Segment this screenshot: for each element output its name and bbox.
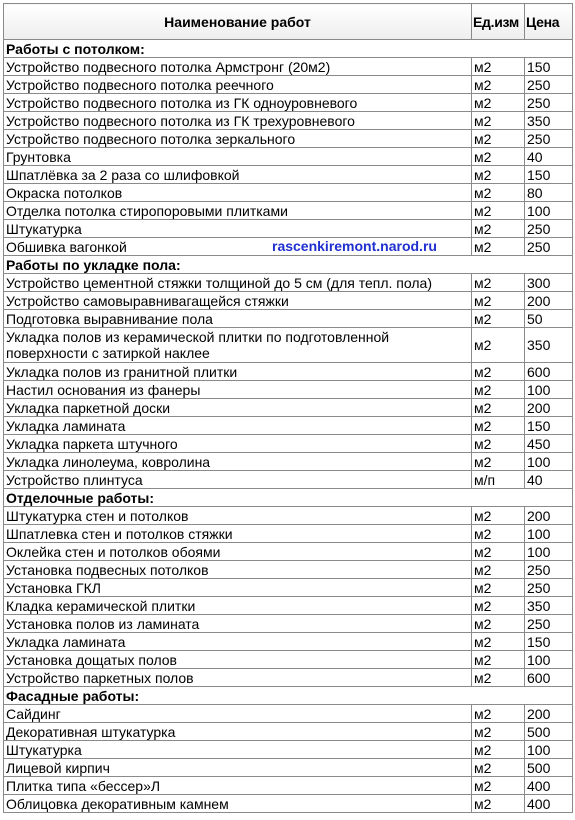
- price-cell: 100: [525, 453, 573, 471]
- price-cell: 250: [525, 220, 573, 238]
- section-title: Фасадные работы:: [4, 687, 573, 705]
- unit-cell: м2: [472, 202, 525, 220]
- work-name-cell: Плитка типа «бессер»Л: [4, 777, 472, 795]
- header-price: Цена: [525, 4, 573, 40]
- price-cell: 200: [525, 399, 573, 417]
- section-header-row: [4, 256, 573, 274]
- work-name-cell: Грунтовка: [4, 148, 472, 166]
- work-name-cell: Укладка полов из гранитной плитки: [4, 363, 472, 381]
- unit-cell: м2: [472, 795, 525, 813]
- table-row: [4, 579, 573, 597]
- work-name-cell: Устройство подвесного потолка зеркального: [4, 130, 472, 148]
- table-row: [4, 58, 573, 76]
- unit-cell: м2: [472, 651, 525, 669]
- work-name-cell: Устройство подвесного потолка из ГК трехуровневого: [4, 112, 472, 130]
- header-row: [4, 4, 573, 40]
- table-row: [4, 310, 573, 328]
- price-cell: 300: [525, 274, 573, 292]
- work-name-cell: Устройство цементной стяжки толщиной до 5 см (для тепл. пола): [4, 274, 472, 292]
- section-title: Работы по укладке пола:: [4, 256, 573, 274]
- header-name: Наименование работ: [4, 4, 472, 40]
- table-row: [4, 417, 573, 435]
- table-row: [4, 597, 573, 615]
- price-cell: 250: [525, 76, 573, 94]
- table-row: [4, 399, 573, 417]
- unit-cell: м2: [472, 310, 525, 328]
- section-header-row: [4, 489, 573, 507]
- table-row: [4, 633, 573, 651]
- table-row: [4, 561, 573, 579]
- price-cell: 350: [525, 112, 573, 130]
- table-row: [4, 435, 573, 453]
- price-cell: 100: [525, 543, 573, 561]
- unit-cell: м2: [472, 130, 525, 148]
- unit-cell: м2: [472, 381, 525, 399]
- unit-cell: м2: [472, 777, 525, 795]
- work-name-cell: Устройство самовыравнивагащейся стяжки: [4, 292, 472, 310]
- work-name-cell: Установка подвесных потолков: [4, 561, 472, 579]
- table-row: [4, 741, 573, 759]
- price-cell: 600: [525, 669, 573, 687]
- price-cell: 80: [525, 184, 573, 202]
- work-name-cell: Укладка полов из керамической плитки по подготовленной поверхности с затиркой наклее: [4, 328, 472, 363]
- price-cell: 100: [525, 651, 573, 669]
- unit-cell: м2: [472, 561, 525, 579]
- unit-cell: м2: [472, 453, 525, 471]
- work-name-cell: Шпатлёвка за 2 раза со шлифовкой: [4, 166, 472, 184]
- unit-cell: м2: [472, 328, 525, 363]
- unit-cell: м2: [472, 759, 525, 777]
- price-cell: 100: [525, 741, 573, 759]
- table-row: [4, 507, 573, 525]
- table-row: [4, 777, 573, 795]
- price-cell: 250: [525, 561, 573, 579]
- unit-cell: м2: [472, 669, 525, 687]
- price-cell: 600: [525, 363, 573, 381]
- unit-cell: м2: [472, 633, 525, 651]
- price-cell: 250: [525, 130, 573, 148]
- work-name-cell: Окраска потолков: [4, 184, 472, 202]
- table-row: [4, 148, 573, 166]
- unit-cell: м2: [472, 723, 525, 741]
- table-row: [4, 130, 573, 148]
- site-watermark: rascenkiremont.narod.ru: [272, 238, 437, 254]
- unit-cell: м2: [472, 399, 525, 417]
- table-row: [4, 615, 573, 633]
- price-cell: 350: [525, 328, 573, 363]
- work-name-cell: Сайдинг: [4, 705, 472, 723]
- table-row: [4, 759, 573, 777]
- work-name-cell: Установка полов из ламината: [4, 615, 472, 633]
- table-row: [4, 292, 573, 310]
- table-body: [4, 40, 573, 813]
- section-title: Отделочные работы:: [4, 489, 573, 507]
- unit-cell: м2: [472, 525, 525, 543]
- unit-cell: м2: [472, 238, 525, 256]
- price-cell: 400: [525, 777, 573, 795]
- table-row: [4, 723, 573, 741]
- table-row: [4, 471, 573, 489]
- table-row: [4, 76, 573, 94]
- table-row: [4, 651, 573, 669]
- price-cell: 40: [525, 148, 573, 166]
- price-cell: 500: [525, 759, 573, 777]
- table-row: [4, 363, 573, 381]
- table-row: [4, 202, 573, 220]
- work-name-cell: Лицевой кирпич: [4, 759, 472, 777]
- unit-cell: м/п: [472, 471, 525, 489]
- table-row: [4, 220, 573, 238]
- unit-cell: м2: [472, 112, 525, 130]
- work-name-cell: Обшивка вагонкой: [4, 238, 472, 256]
- work-name-cell: Установка дощатых полов: [4, 651, 472, 669]
- price-cell: 150: [525, 417, 573, 435]
- work-name-cell: Укладка ламината: [4, 417, 472, 435]
- price-cell: 100: [525, 202, 573, 220]
- table-row: [4, 94, 573, 112]
- unit-cell: м2: [472, 363, 525, 381]
- unit-cell: м2: [472, 94, 525, 112]
- price-cell: 250: [525, 615, 573, 633]
- work-name-cell: Шпатлевка стен и потолков стяжки: [4, 525, 472, 543]
- work-name-cell: Укладка паркетной доски: [4, 399, 472, 417]
- table-row: [4, 525, 573, 543]
- work-name-cell: Установка ГКЛ: [4, 579, 472, 597]
- price-cell: 250: [525, 579, 573, 597]
- price-cell: 100: [525, 381, 573, 399]
- work-name-cell: Отделка потолка стиропоровыми плитками: [4, 202, 472, 220]
- price-cell: 200: [525, 705, 573, 723]
- price-cell: 250: [525, 94, 573, 112]
- table-row: [4, 274, 573, 292]
- price-cell: 100: [525, 525, 573, 543]
- work-name-cell: Устройство подвесного потолка Армстронг (20м2): [4, 58, 472, 76]
- unit-cell: м2: [472, 543, 525, 561]
- unit-cell: м2: [472, 58, 525, 76]
- unit-cell: м2: [472, 148, 525, 166]
- work-name-cell: Оклейка стен и потолков обоями: [4, 543, 472, 561]
- unit-cell: м2: [472, 579, 525, 597]
- table-row: [4, 795, 573, 813]
- price-cell: 200: [525, 507, 573, 525]
- work-name-cell: Настил основания из фанеры: [4, 381, 472, 399]
- table-row: [4, 453, 573, 471]
- work-name-cell: Устройство подвесного потолка из ГК одноуровневого: [4, 94, 472, 112]
- work-name-cell: Укладка паркета штучного: [4, 435, 472, 453]
- table-row: [4, 328, 573, 363]
- price-cell: 400: [525, 795, 573, 813]
- work-name-cell: Кладка керамической плитки: [4, 597, 472, 615]
- unit-cell: м2: [472, 507, 525, 525]
- unit-cell: м2: [472, 76, 525, 94]
- unit-cell: м2: [472, 417, 525, 435]
- price-cell: 350: [525, 597, 573, 615]
- unit-cell: м2: [472, 741, 525, 759]
- work-name-cell: Облицовка декоративным камнем: [4, 795, 472, 813]
- price-cell: 500: [525, 723, 573, 741]
- section-title: Работы с потолком:: [4, 40, 573, 58]
- section-header-row: [4, 687, 573, 705]
- unit-cell: м2: [472, 274, 525, 292]
- price-cell: 40: [525, 471, 573, 489]
- price-cell: 150: [525, 58, 573, 76]
- price-table: [3, 3, 573, 813]
- price-cell: 50: [525, 310, 573, 328]
- unit-cell: м2: [472, 435, 525, 453]
- unit-cell: м2: [472, 615, 525, 633]
- unit-cell: м2: [472, 292, 525, 310]
- unit-cell: м2: [472, 705, 525, 723]
- table-row: [4, 184, 573, 202]
- work-name-cell: Укладка линолеума, ковролина: [4, 453, 472, 471]
- table-row: [4, 166, 573, 184]
- price-cell: 150: [525, 633, 573, 651]
- work-name-cell: Штукатурка стен и потолков: [4, 507, 472, 525]
- price-cell: 250: [525, 238, 573, 256]
- unit-cell: м2: [472, 184, 525, 202]
- section-header-row: [4, 40, 573, 58]
- work-name-cell: Штукатурка: [4, 220, 472, 238]
- work-name-cell: Укладка ламината: [4, 633, 472, 651]
- work-name-cell: Устройство плинтуса: [4, 471, 472, 489]
- table-header: [4, 4, 573, 40]
- work-name-cell: Устройство подвесного потолка реечного: [4, 76, 472, 94]
- header-unit: Ед.изм: [472, 4, 525, 40]
- table-row: [4, 705, 573, 723]
- work-name-cell: Устройство паркетных полов: [4, 669, 472, 687]
- work-name-cell: Штукатурка: [4, 741, 472, 759]
- table-row: [4, 381, 573, 399]
- table-row: [4, 112, 573, 130]
- work-name-cell: Подготовка выравнивание пола: [4, 310, 472, 328]
- unit-cell: м2: [472, 597, 525, 615]
- table-row: [4, 543, 573, 561]
- unit-cell: м2: [472, 220, 525, 238]
- table-row: [4, 669, 573, 687]
- price-cell: 450: [525, 435, 573, 453]
- unit-cell: м2: [472, 166, 525, 184]
- price-cell: 200: [525, 292, 573, 310]
- work-name-cell: Декоративная штукатурка: [4, 723, 472, 741]
- price-cell: 150: [525, 166, 573, 184]
